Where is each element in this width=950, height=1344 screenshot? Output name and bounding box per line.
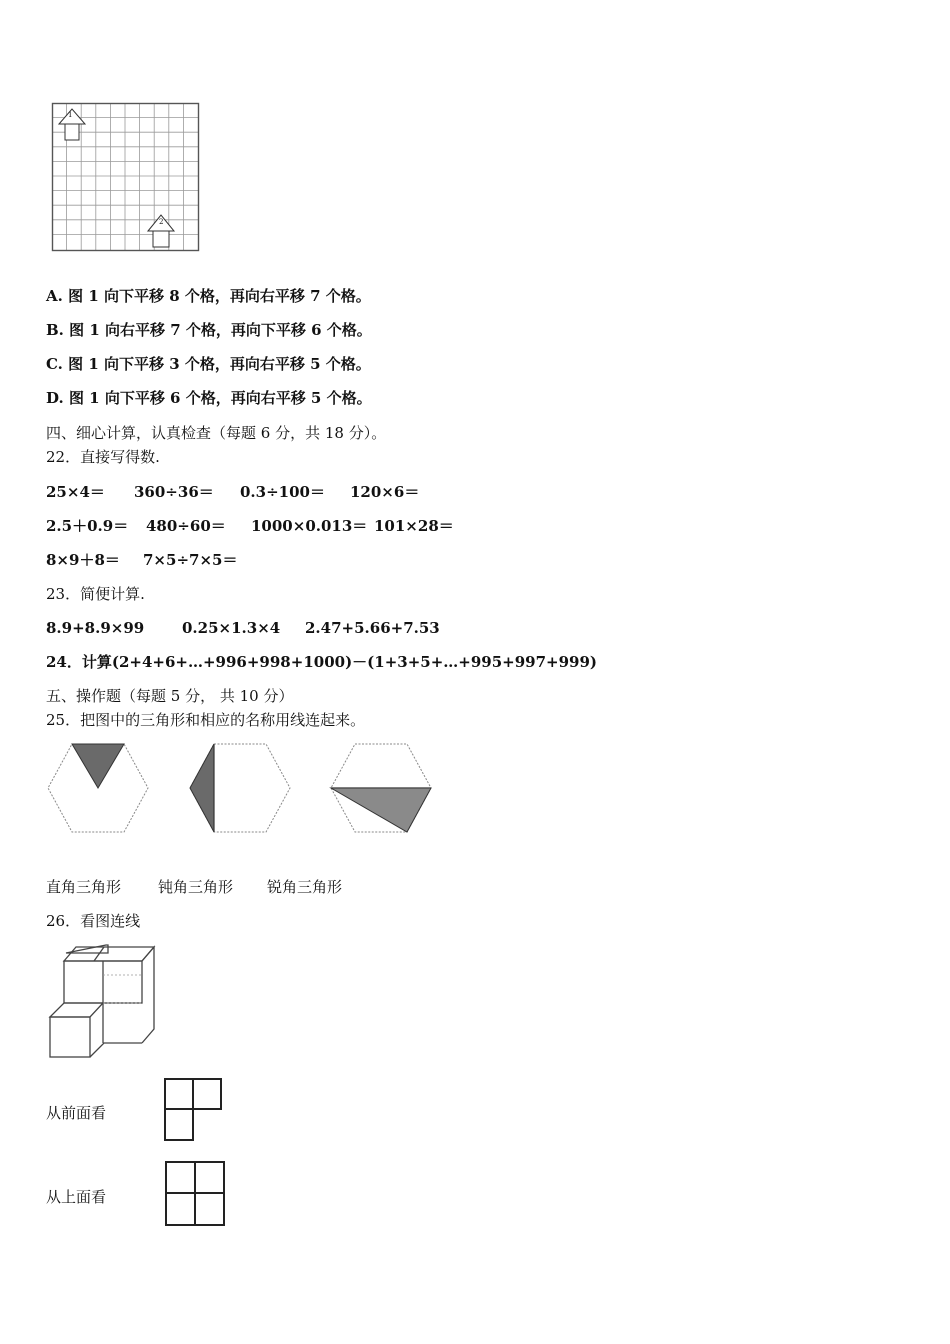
shaded-triangle-2 — [190, 744, 214, 832]
q25-title: 25．把图中的三角形和相应的名称用线连起来。 — [46, 711, 366, 729]
option-a[interactable] — [46, 286, 371, 306]
q22-r1-item: 360÷36＝ — [134, 483, 214, 501]
name-obtuse-triangle[interactable]: 钝角三角形 — [158, 878, 234, 896]
option-d-letter: D. — [46, 389, 64, 407]
q22-r2-item: 101×28＝ — [374, 517, 454, 535]
translation-grid-figure — [52, 103, 202, 253]
q23-title: 23．简便计算. — [46, 585, 145, 603]
q22-title: 22．直接写得数. — [46, 448, 160, 466]
option-c-text: 图 1 向下平移 3 个格，再向右平移 5 个格。 — [68, 355, 371, 373]
q22-r3-item: 7×5÷7×5＝ — [143, 551, 238, 569]
option-d-text: 图 1 向下平移 6 个格，再向右平移 5 个格。 — [68, 389, 372, 407]
cube-stack-figure — [46, 945, 156, 1060]
option-c[interactable] — [46, 354, 371, 374]
q26-title: 26．看图连线 — [46, 912, 141, 930]
option-c-letter: C. — [46, 355, 63, 373]
q23-item: 0.25×1.3×4 — [182, 619, 281, 637]
top-view-label[interactable]: 从上面看 — [46, 1188, 107, 1206]
name-acute-triangle[interactable]: 锐角三角形 — [267, 878, 343, 896]
q22-r2-item: 480÷60＝ — [146, 517, 226, 535]
shaded-triangle-1 — [72, 744, 124, 788]
option-b-text: 图 1 向右平移 7 个格，再向下平移 6 个格。 — [69, 321, 372, 339]
hexagon-figure-3 — [329, 743, 433, 833]
section-5-heading: 五、操作题（每题 5 分， 共 10 分） — [46, 687, 294, 705]
option-a-letter: A. — [46, 287, 63, 305]
q24-title: 24．计算(2+4+6+…+996+998+1000)－(1+3+5+…+995+997+999) — [46, 653, 598, 671]
top-view-figure[interactable] — [165, 1161, 227, 1227]
option-a-text: 图 1 向下平移 8 个格，再向右平移 7 个格。 — [68, 287, 371, 305]
shaded-triangle-3 — [331, 788, 431, 832]
option-b-letter: B. — [46, 321, 64, 339]
front-view-figure[interactable] — [164, 1078, 224, 1142]
q22-r1-item: 25×4＝ — [46, 483, 105, 501]
hexagon-figure-1 — [46, 743, 150, 833]
front-view-label[interactable]: 从前面看 — [46, 1104, 107, 1122]
q23-item: 2.47+5.66+7.53 — [305, 619, 440, 637]
q22-r3-item: 8×9＋8＝ — [46, 551, 120, 569]
house-1-label: 1 — [68, 111, 73, 119]
option-d[interactable] — [46, 388, 372, 408]
q22-r1-item: 120×6＝ — [350, 483, 420, 501]
q22-r1-item: 0.3÷100＝ — [240, 483, 325, 501]
q23-item: 8.9+8.9×99 — [46, 619, 145, 637]
option-b[interactable] — [46, 320, 372, 340]
q22-r2-item: 2.5＋0.9＝ — [46, 517, 129, 535]
name-right-triangle[interactable]: 直角三角形 — [46, 878, 122, 896]
hexagon-figure-2 — [188, 743, 292, 833]
section-4-heading: 四、细心计算，认真检查（每题 6 分，共 18 分）。 — [46, 424, 387, 442]
q22-r2-item: 1000×0.013＝ — [251, 517, 368, 535]
house-2-label: 2 — [159, 218, 164, 226]
